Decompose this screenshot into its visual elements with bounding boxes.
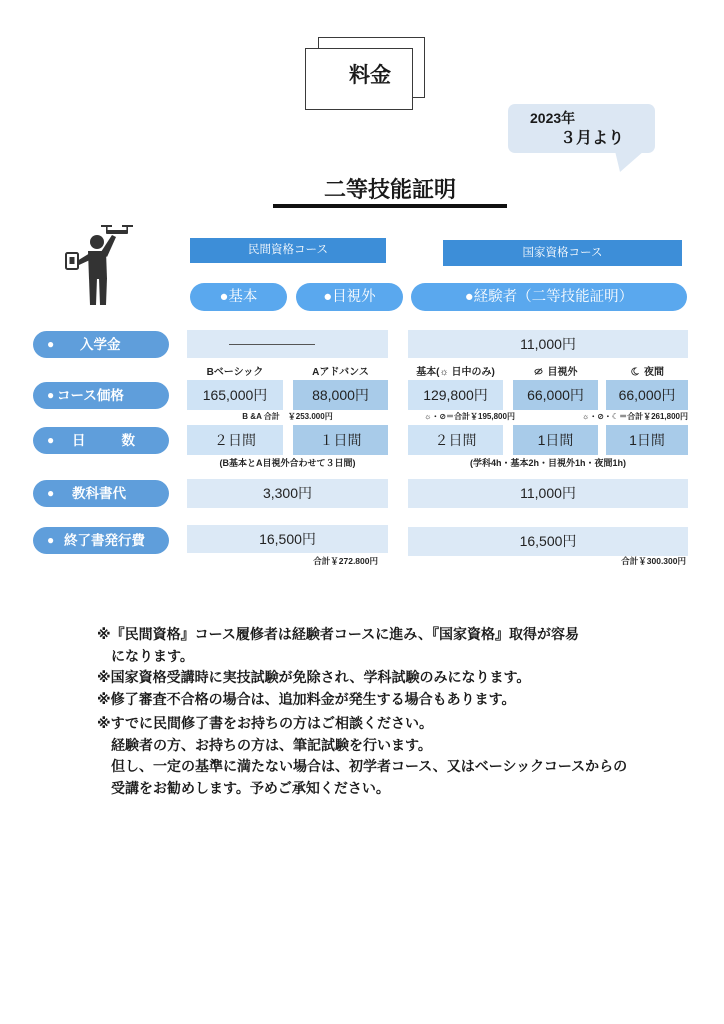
textbook-national-cell: 11,000円 xyxy=(408,479,688,508)
price-day-cell: 129,800円 xyxy=(408,380,503,410)
bullet: ● xyxy=(47,486,55,500)
national-grand-total: 合計￥300.300円 xyxy=(621,556,686,566)
empty-value-line xyxy=(229,344,315,345)
eye-slash-icon xyxy=(534,367,543,376)
national-days-note: (学科4h・基本2h・目視外1h・夜間1h) xyxy=(469,458,626,468)
price-basic-cell: 165,000円 xyxy=(187,380,283,410)
row-label-textbook xyxy=(33,480,169,507)
pill-basic: ●基本 xyxy=(190,283,287,311)
bullet: ● xyxy=(47,337,55,351)
note-line: になります。 xyxy=(111,647,194,664)
note-line: 但し、一定の基準に満たない場合は、初学者コース、又はベーシックコースからの xyxy=(111,758,628,774)
bubble-tail xyxy=(610,151,650,175)
private-days-note: (B基本とA目視外合わせて３日間) xyxy=(219,458,356,468)
bubble-month: ３月より xyxy=(560,130,625,147)
pill-experienced: ●経験者（二等技能証明） xyxy=(411,283,687,311)
row-label-text: 日 数 xyxy=(72,433,138,448)
row-label-text: 教科書代 xyxy=(72,486,126,501)
note-line: ※『民間資格』コース履修者は経験者コースに進み、『国家資格』取得が容易 xyxy=(97,626,580,642)
national-course-header: 国家資格コース xyxy=(443,240,682,266)
price-night-cell: 66,000円 xyxy=(606,380,688,410)
start-date-bubble xyxy=(508,104,655,153)
notes xyxy=(97,624,627,799)
sublabel-day: 基本(☼ 日中のみ) xyxy=(416,367,495,378)
days-bvlos-cell: 1日間 xyxy=(513,425,598,455)
note-item xyxy=(97,713,627,799)
moon-icon xyxy=(630,367,639,376)
certificate-private-cell: 16,500円 xyxy=(187,525,388,553)
private-course-header: 民間資格コース xyxy=(190,238,386,263)
private-price-total-note: B &A 合計 ￥253.000円 xyxy=(242,412,333,421)
price-advance-cell: 88,000円 xyxy=(293,380,388,410)
row-label-text: 入学金 xyxy=(80,337,121,352)
note-item xyxy=(97,689,627,711)
note-line: ※修了審査不合格の場合は、追加料金が発生する場合もあります。 xyxy=(97,690,516,707)
note-line: ※すでに民間修了書をお持ちの方はご相談ください。 xyxy=(97,715,434,731)
note-item xyxy=(97,667,627,689)
pill-bvlos: ●目視外 xyxy=(296,283,403,311)
sublabel-advance: Aアドバンス xyxy=(312,367,369,378)
price-bvlos-cell: 66,000円 xyxy=(513,380,598,410)
sublabel-basic: Bベーシック xyxy=(206,367,264,378)
bubble-year: 2023年 xyxy=(530,110,576,126)
row-label-days xyxy=(33,427,169,454)
page-title: 料金 xyxy=(349,64,391,87)
sublabel-night xyxy=(606,366,688,379)
row-label-admission xyxy=(33,331,169,358)
national-all-total-note: ☼・⊘・☾＝合計￥261,800円 xyxy=(581,412,688,421)
days-night-cell: 1日間 xyxy=(606,425,688,455)
sublabel-bvlos xyxy=(513,366,598,379)
row-label-certificate xyxy=(33,527,169,554)
sublabel-text: 目視外 xyxy=(547,367,578,378)
bullet: ● xyxy=(47,433,55,447)
note-line: ※国家資格受講時に実技試験が免除され、学科試験のみになります。 xyxy=(97,669,531,685)
row-label-course-price xyxy=(33,382,169,409)
national-day-bvlos-total-note: ☼・⊘＝合計￥195,800円 xyxy=(424,412,515,421)
section-heading: 二等技能証明 xyxy=(323,177,456,202)
note-item xyxy=(97,624,627,667)
note-line: 受講をお勧めします。予めご承知ください。 xyxy=(111,779,390,796)
days-advance-cell: １日間 xyxy=(293,425,388,455)
row-label-text: 終了書発行費 xyxy=(64,533,145,548)
certificate-national-cell: 16,500円 xyxy=(408,527,688,556)
note-line: 経験者の方、お持ちの方は、筆記試験を行います。 xyxy=(111,736,432,753)
sublabel-text: 夜間 xyxy=(644,367,664,378)
drone-pilot-icon xyxy=(60,221,140,307)
days-day-cell: ２日間 xyxy=(408,425,503,455)
bullet: ● xyxy=(47,388,55,402)
private-grand-total: 合計￥272.800円 xyxy=(313,556,378,566)
bullet: ● xyxy=(47,533,55,547)
admission-national-cell: 11,000円 xyxy=(408,330,688,358)
heading-underline xyxy=(273,204,507,208)
textbook-private-cell: 3,300円 xyxy=(187,479,388,508)
row-label-text: コース価格 xyxy=(57,388,124,403)
admission-private-cell xyxy=(187,330,388,358)
days-basic-cell: ２日間 xyxy=(187,425,283,455)
